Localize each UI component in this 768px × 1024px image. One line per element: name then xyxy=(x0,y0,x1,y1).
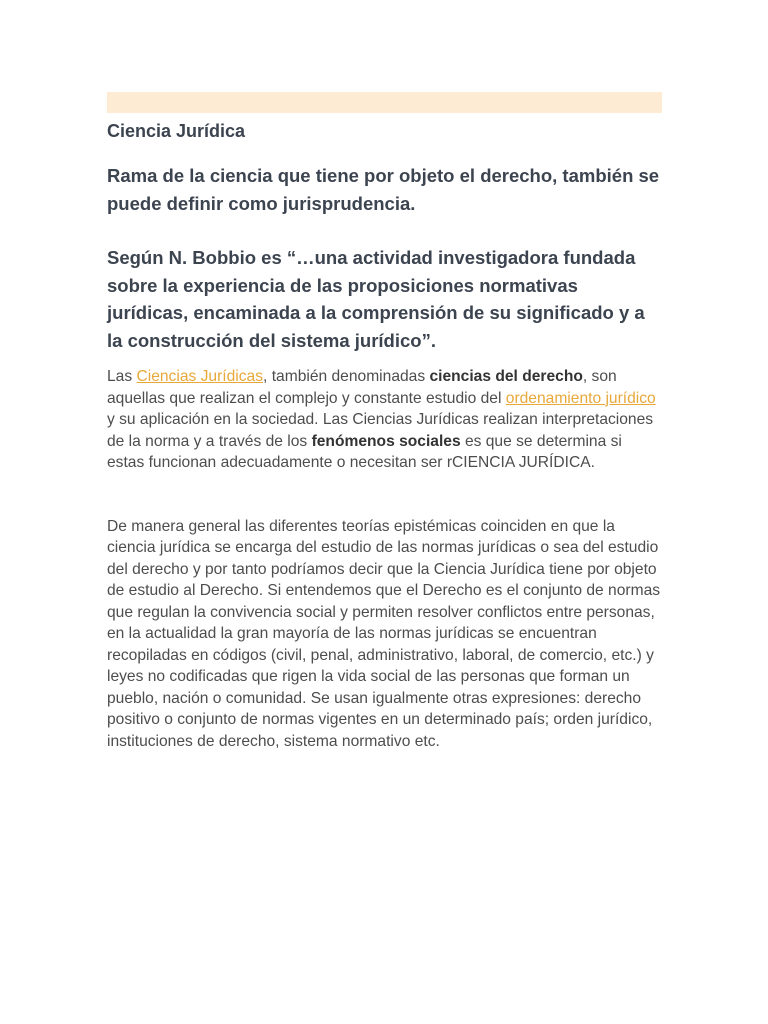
bobbio-quote: Según N. Bobbio es “…una actividad investigadora fundada sobre la experiencia de las proposiciones normativas jurídicas, encaminada a la comprensión de su significado y a la construcción del sistema jurídico”. xyxy=(107,247,645,351)
intro-text-4: y su aplicación en la sociedad. Las Ciencias Jurídicas realizan interpretaciones de la norma y a través de los xyxy=(107,411,654,450)
document-page xyxy=(107,92,662,752)
ciencias-del-derecho-bold: ciencias del derecho xyxy=(429,368,583,385)
intro-text-3: , son aquellas que realizan el complejo y constante estudio del xyxy=(107,368,617,407)
intro-text-1: Las xyxy=(107,368,137,385)
general-paragraph: De manera general las diferentes teorías epistémicas coinciden en que la ciencia jurídica se encarga del estudio de las normas jurídicas o sea del estudio del derecho y por tanto podríamos decir que la Ciencia Jurídica tiene por objeto de estudio al Derecho. Si entendemos que el Derecho es el conjunto de normas que regulan la convivencia social y permiten resolver conflictos entre personas, en la actualidad la gran mayoría de las normas jurídicas se encuentran recopiladas en códigos (civil, penal, administrativo, laboral, de comercio, etc.) y leyes no codificadas que rigen la vida social de las personas que forman un pueblo, nación o comunidad. Se usan igualmente otras expresiones: derecho positivo o conjunto de normas vigentes en un determinado país; orden jurídico, instituciones de derecho, sistema normativo etc. xyxy=(107,517,661,750)
intro-paragraph xyxy=(107,366,662,474)
intro-text-5: es que se determina si estas funcionan adecuadamente o necesitan ser rCIENCIA JURÍDICA. xyxy=(107,432,622,471)
fenomenos-sociales-bold: fenómenos sociales xyxy=(311,432,461,450)
ciencias-juridicas-link[interactable]: Ciencias Jurídicas xyxy=(136,368,264,385)
lead-paragraph: Rama de la ciencia que tiene por objeto el derecho, también se puede definir como jurisprudencia. xyxy=(107,165,660,214)
header-highlight-bar xyxy=(107,92,662,113)
ordenamiento-juridico-link[interactable]: ordenamiento jurídico xyxy=(505,389,656,407)
intro-text-2: , también denominadas xyxy=(263,368,430,385)
document-title: Ciencia Jurídica xyxy=(107,121,246,141)
